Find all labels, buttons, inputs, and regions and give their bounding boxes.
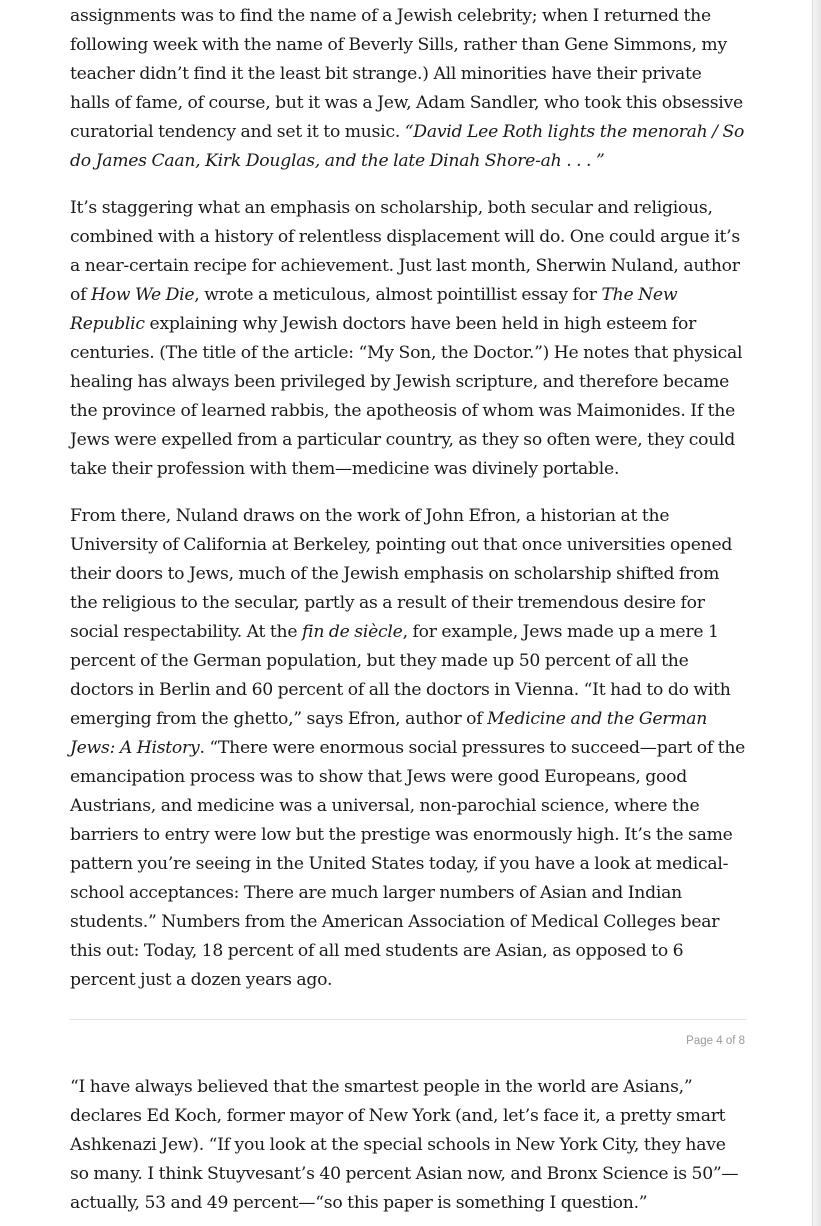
scrollbar-track[interactable] (812, 0, 821, 1226)
page-indicator: Page 4 of 8 (686, 1035, 745, 1047)
paragraph-2-text-b: , wrote a meticulous, almost pointillist essay for (194, 285, 602, 305)
page-divider (70, 1019, 746, 1020)
magazine-title: The New Republic (70, 285, 678, 334)
paragraph-2 (70, 194, 746, 484)
book-title-medicine: Medicine and the German Jews: A History (70, 709, 708, 758)
paragraph-3-text-c: . “There were enormous social pressures to succeed—part of the emancipation process was to show that Jews were good Europeans, good Austrians, and medicine was a universal, non-parochial science, where the barriers to entry were low but the prestige was enormously high. It’s the same pattern you’re seeing in the United States today, if you have a look at medical-school acceptances: There are much larger numbers of Asian and Indian students.” Numbers from the American Association of Medical Colleges bear this out: Today, 18 percent of all med students are Asian, as opposed to 6 percent just a dozen years ago. (70, 738, 746, 990)
paragraph-3-text-b: , for example, Jews made up a mere 1 percent of the German population, but they made up 50 percent of all the doctors in Berlin and 60 percent of all the doctors in Vienna. “It had to do with emerging from the ghetto,” says Efron, author of (70, 622, 731, 729)
article-body-continued (70, 1073, 746, 1218)
sandler-lyric-quote: “David Lee Roth lights the menorah / So do James Caan, Kirk Douglas, and the late Dinah Shore-ah . . . ” (70, 122, 745, 171)
paragraph-3-text-a: From there, Nuland draws on the work of John Efron, a historian at the University of California at Berkeley, pointing out that once universities opened their doors to Jews, much of the Jewish emphasis on scholarship shifted from the religious to the secular, partly as a result of their tremendous desire for social respectability. At the (70, 506, 733, 642)
paragraph-3 (70, 502, 746, 995)
paragraph-4: “I have always believed that the smartest people in the world are Asians,” declares Ed Koch, former mayor of New York (and, let’s face it, a pretty smart Ashkenazi Jew). “If you look at the special schools in New York City, they have so many. I think Stuyvesant’s 40 percent Asian now, and Bronx Science is 50”—actually, 53 and 49 percent—“so this paper is something I question.” (70, 1077, 739, 1213)
fin-de-siecle-phrase: fin de siècle (302, 622, 403, 642)
paragraph-2-text-c: explaining why Jewish doctors have been held in high esteem for centuries. (The title of the article: “My Son, the Doctor.”) He notes that physical healing has always been privileged by Jewish scripture, and therefore became the province of learned rabbis, the apotheosis of whom was Maimonides. If the Jews were expelled from a particular country, as they so often were, they could take their profession with them—medicine was divinely portable. (70, 314, 743, 479)
paragraph-1-text: assignments was to find the name of a Jewish celebrity; when I returned the following week with the name of Beverly Sills, rather than Gene Simmons, my teacher didn’t find it the least bit strange.) All minorities have their private halls of fame, of course, but it was a Jew, Adam Sandler, who took this obsessive curatorial tendency and set it to music. (70, 6, 743, 142)
paragraph-2-text-a: It’s staggering what an emphasis on scholarship, both secular and religious, combined with a history of relentless displacement will do. One could argue it’s a near-certain recipe for achievement. Just last month, Sherwin Nuland, author of (70, 198, 740, 305)
paragraph-1 (70, 2, 746, 176)
article-body (70, 0, 746, 1013)
book-title-how-we-die: How We Die (90, 285, 195, 305)
